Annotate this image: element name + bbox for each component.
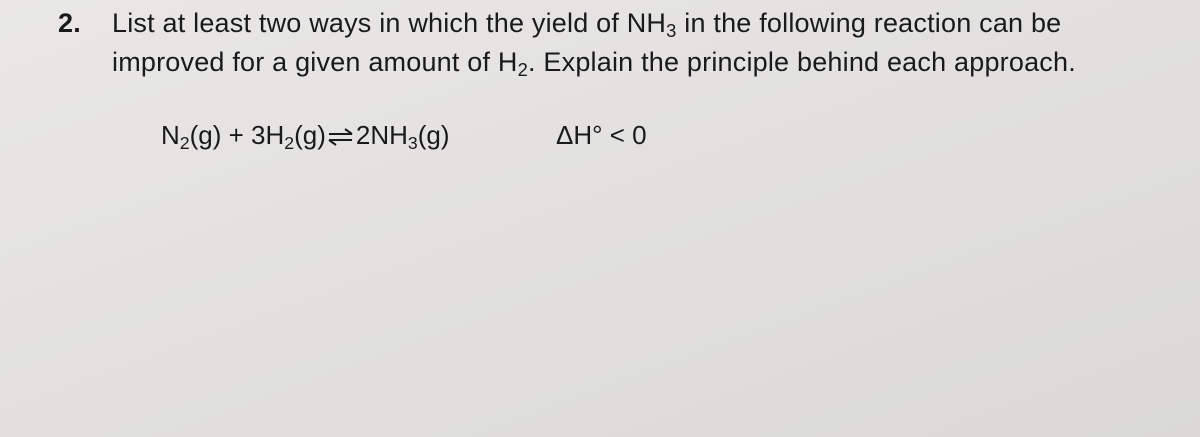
hydrogen-subscript: 2 [284, 132, 295, 153]
question-line-2-start: improved for a given amount of H [112, 47, 518, 77]
nitrogen-symbol: N [161, 120, 180, 150]
ammonia-subscript: 3 [407, 132, 418, 153]
question-number: 2. [58, 8, 81, 38]
ammonia-state: (g) [417, 120, 450, 150]
question-line-2-end: . Explain the principle behind each approach. [528, 47, 1076, 77]
nitrogen-state-and-hydrogen: (g) + 3H [189, 120, 285, 150]
ammonia-symbol: 2NH [355, 120, 408, 150]
equilibrium-arrow-icon [328, 127, 354, 147]
h2-subscript: 2 [517, 59, 529, 81]
enthalpy-change: ΔH° < 0 [556, 120, 647, 150]
question-line-1-start: List at least two ways in which the yield of NH [112, 8, 667, 38]
nitrogen-subscript: 2 [179, 132, 190, 153]
nh3-subscript: 3 [666, 20, 677, 42]
question-line-1-end: in the following reaction can be [676, 8, 1062, 38]
question-text [112, 4, 1172, 82]
reaction-equation [161, 117, 450, 153]
hydrogen-state: (g) [294, 120, 326, 150]
question-line-2 [112, 43, 1172, 82]
question-line-1 [112, 4, 1172, 43]
